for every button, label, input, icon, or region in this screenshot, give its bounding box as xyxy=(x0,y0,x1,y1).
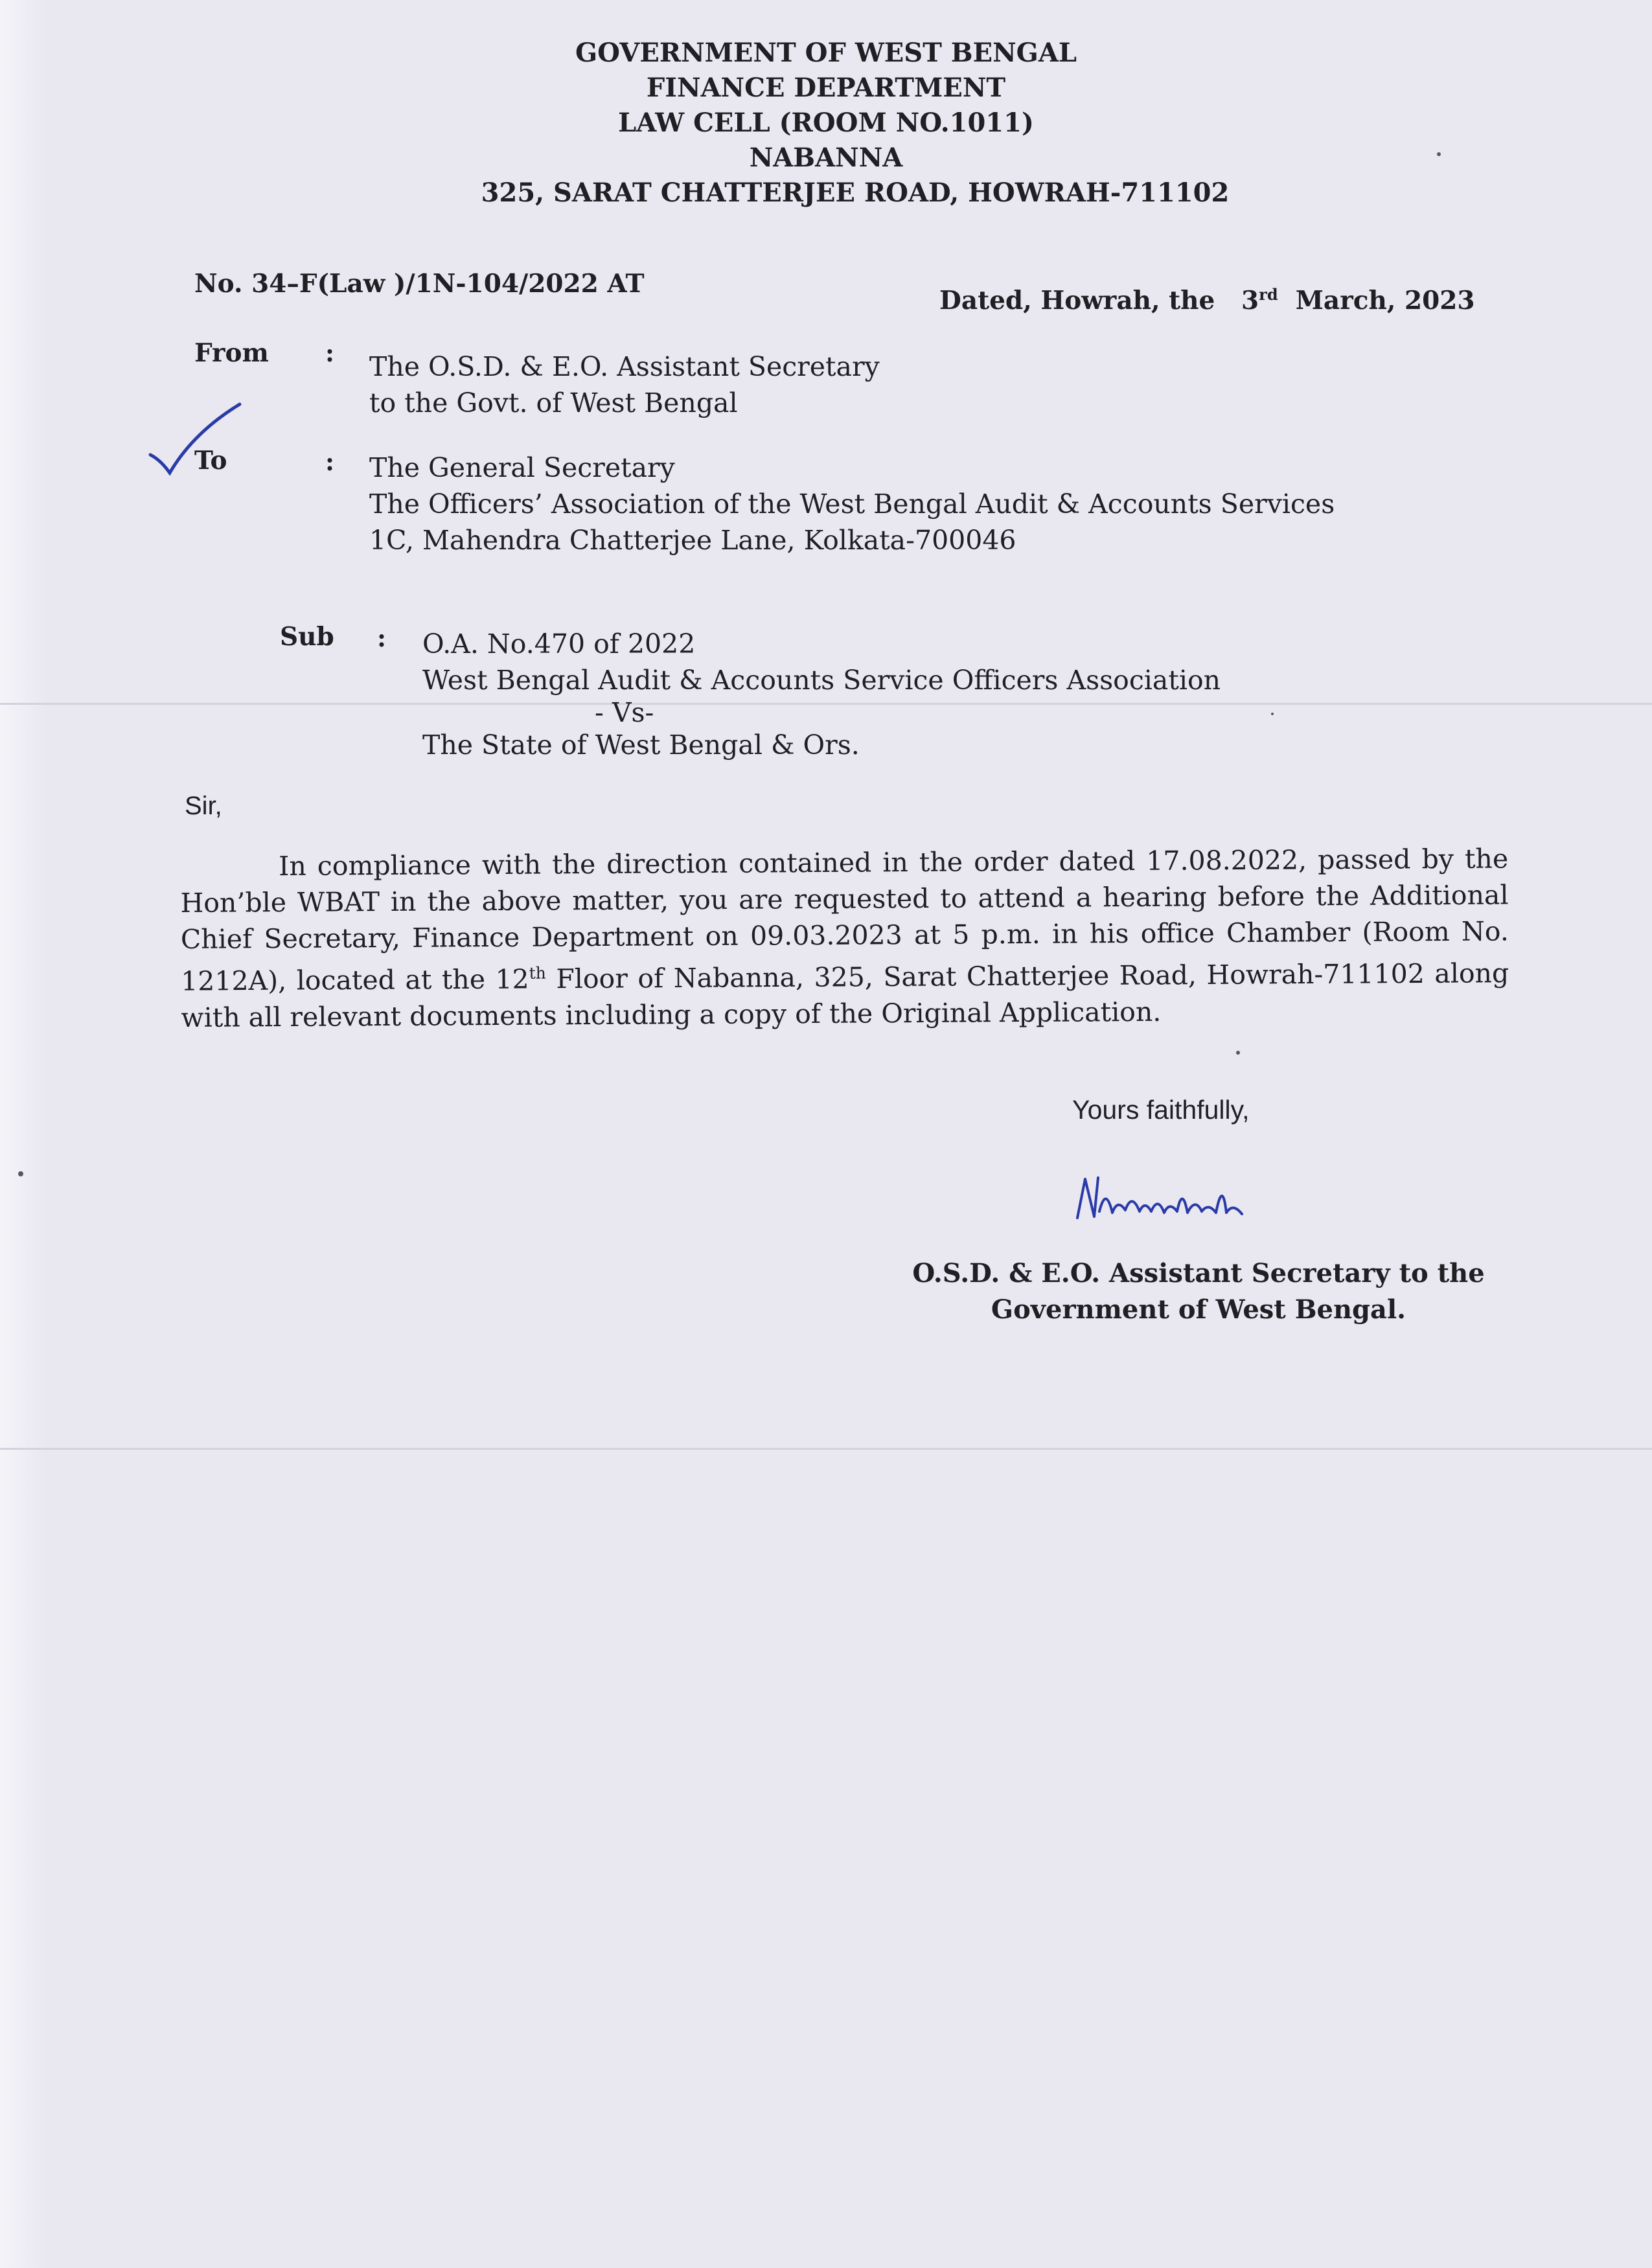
letterhead-cell: LAW CELL (ROOM NO.1011) xyxy=(618,108,1034,138)
letter-date xyxy=(939,285,1475,315)
body-text-part-2: Floor of Nabanna, 325, Sarat Chatterjee Road, Howrah-711102 along with all relevant documents including a copy of the Original Application. xyxy=(181,957,1509,1033)
reference-number: No. 34–F(Law )/1N-104/2022 AT xyxy=(194,269,645,299)
to-line-3: 1C, Mahendra Chatterjee Lane, Kolkata-700046 xyxy=(369,525,1016,556)
date-prefix: Dated, Howrah, the xyxy=(939,286,1215,315)
to-colon: : xyxy=(325,447,335,476)
letterhead-address: 325, SARAT CHATTERJEE ROAD, HOWRAH-711102 xyxy=(481,178,1230,208)
from-line-1: The O.S.D. & E.O. Assistant Secretary xyxy=(369,351,880,382)
to-label: To xyxy=(194,446,227,475)
to-line-1: The General Secretary xyxy=(369,452,675,483)
subject-block xyxy=(422,626,1221,763)
fold-line-bottom xyxy=(0,1448,1652,1450)
letterhead-department: FINANCE DEPARTMENT xyxy=(646,73,1006,103)
closing: Yours faithfully, xyxy=(1072,1095,1250,1125)
designation-line-2: Government of West Bengal. xyxy=(991,1294,1406,1325)
from-colon: : xyxy=(325,338,335,367)
to-address xyxy=(369,450,1335,558)
letterhead-building: NABANNA xyxy=(749,143,903,173)
paper-speck xyxy=(18,1171,23,1176)
paper-speck xyxy=(1271,713,1274,715)
subject-case-number: O.A. No.470 of 2022 xyxy=(422,628,696,659)
letterhead-government: GOVERNMENT OF WEST BENGAL xyxy=(575,38,1077,68)
signature xyxy=(1072,1166,1286,1237)
from-line-2: to the Govt. of West Bengal xyxy=(369,387,738,418)
body-text-part-1: In compliance with the direction contained in the order dated 17.08.2022, passed by the Hon’ble WBAT in the above matter, you are requested to attend a hearing before the Additional Chief Secretary, Finance Department on 09.03.2023 at 5 p.m. in his office Chamber (Room No. 1212A), located at the 12 xyxy=(180,843,1509,997)
to-line-2: The Officers’ Association of the West Bengal Audit & Accounts Services xyxy=(369,488,1335,520)
body-ordinal-suffix: th xyxy=(529,963,546,983)
from-address xyxy=(369,349,880,421)
paper-speck xyxy=(1236,1051,1240,1055)
date-day: 3 xyxy=(1241,286,1259,315)
subject-colon: : xyxy=(377,623,387,652)
date-day-suffix: rd xyxy=(1259,285,1278,304)
designation-line-1: O.S.D. & E.O. Assistant Secretary to the xyxy=(912,1258,1485,1289)
from-label: From xyxy=(194,338,269,368)
salutation: Sir, xyxy=(185,792,222,820)
letterhead xyxy=(0,36,1652,211)
letter-body xyxy=(180,840,1509,1035)
subject-versus: - Vs- xyxy=(595,697,654,728)
subject-respondent: The State of West Bengal & Ors. xyxy=(422,729,860,761)
subject-petitioner: West Bengal Audit & Accounts Service Officers Association xyxy=(422,665,1221,696)
date-month-year: March, 2023 xyxy=(1295,286,1475,315)
paper-edge xyxy=(0,0,45,2268)
signatory-designation xyxy=(842,1255,1555,1328)
subject-label: Sub xyxy=(280,622,334,652)
paper-speck xyxy=(1437,152,1441,156)
